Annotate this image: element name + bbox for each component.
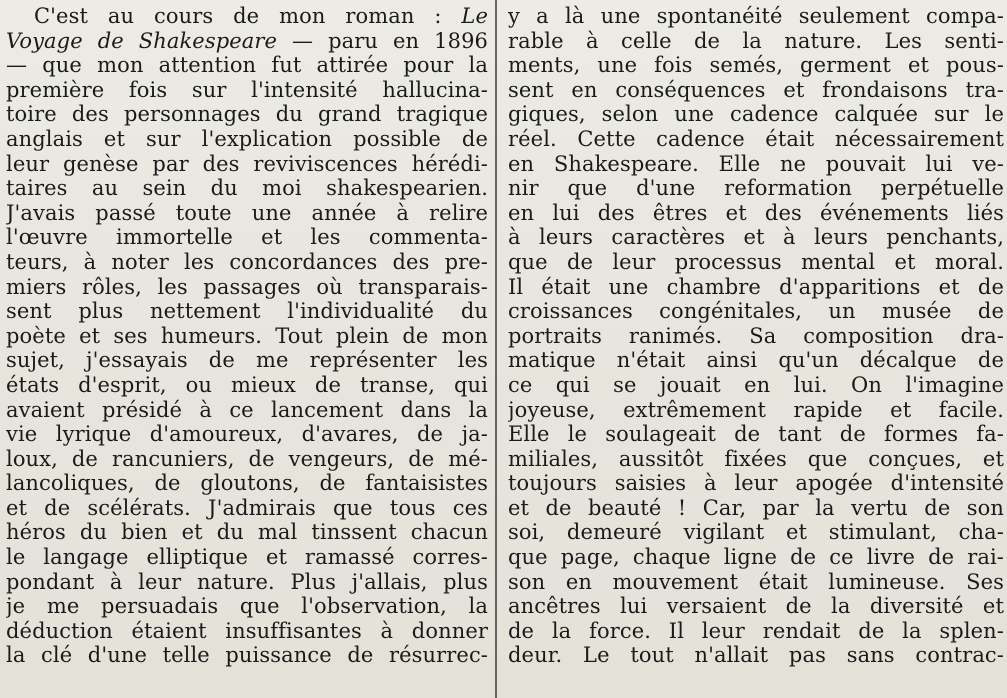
text-line: leur genèse par des reviviscences hérédi- [6,151,488,176]
left-line-2: Voyage de Shakespeare — paru en 1896 [6,28,488,53]
text-line: sujet, j'essayais de me représenter les [6,348,488,373]
text-line: première fois sur l'intensité hallucina- [6,77,488,102]
text-line: nir que d'une reformation perpétuelle [508,176,1004,201]
text-line: rable à celle de la nature. Les senti- [508,28,1004,53]
left-line-1: C'est au cours de mon roman : Le [34,4,488,28]
text-line: pondant à leur nature. Plus j'allais, plus [6,569,488,594]
text-line: soi, demeuré vigilant et stimulant, cha- [508,520,1004,545]
text-line: teurs, à noter les concordances des pre- [6,249,488,274]
text-line: en Shakespeare. Elle ne pouvait lui ve- [508,151,1004,176]
text-line: l'œuvre immortelle et les commenta- [6,225,488,250]
text-line: portraits ranimés. Sa composition dra- [508,323,1004,348]
text-line: le langage elliptique et ramassé corres- [6,545,488,570]
text-line: taires au sein du moi shakespearien. [6,176,488,201]
column-divider [495,0,497,698]
text-line: et de scélérats. J'admirais que tous ces [6,495,488,520]
text-line: sent en conséquences et frondaisons tra- [508,77,1004,102]
text-line: loux, de rancuniers, de vengeurs, de mé- [6,446,488,471]
text-line: giques, selon une cadence calquée sur le [508,102,1004,127]
text-line: toire des personnages du grand tragique [6,102,488,127]
text-line: Elle le soulageait de tant de formes fa- [508,422,1004,447]
text-line: croissances congénitales, un musée de [508,299,1004,324]
text-line: lancoliques, de gloutons, de fantaisistes [6,471,488,496]
text-line: deur. Le tout n'allait pas sans contrac- [508,643,1004,668]
text-line: son en mouvement était lumineuse. Ses [508,569,1004,594]
text-line: déduction étaient insuffisantes à donner [6,618,488,643]
text-line: héros du bien et du mal tinssent chacun [6,520,488,545]
text-line: en lui des êtres et des événements liés [508,200,1004,225]
text-line: sent plus nettement l'individualité du [6,299,488,324]
text-line: ments, une fois semés, germent et pous- [508,53,1004,78]
text-line: toujours saisies à leur apogée d'intensité [508,471,1004,496]
text-line: Il était une chambre d'apparitions et de [508,274,1004,299]
text-line: états d'esprit, ou mieux de transe, qui [6,372,488,397]
text-line: que page, chaque ligne de ce livre de rai- [508,545,1004,570]
text-line: poète et ses humeurs. Tout plein de mon [6,323,488,348]
text-line: J'avais passé toute une année à relire [6,200,488,225]
text-line: ancêtres lui versaient de la diversité et [508,594,1004,619]
text-line: y a là une spontanéité seulement compa- [508,4,1004,28]
text-line: ce qui se jouait en lui. On l'imagine [508,372,1004,397]
right-column [508,4,1004,668]
text-line: de la force. Il leur rendait de la splen- [508,618,1004,643]
text-line: que de leur processus mental et moral. [508,249,1004,274]
text-line: la clé d'une telle puissance de résurrec- [6,643,488,668]
text-line: à leurs caractères et à leurs penchants, [508,225,1004,250]
text-line: et de beauté ! Car, par la vertu de son [508,495,1004,520]
text-line: miers rôles, les passages où transparais- [6,274,488,299]
text-line: — que mon attention fut attirée pour la [6,53,488,78]
text-line: avaient présidé à ce lancement dans la [6,397,488,422]
text-line: réel. Cette cadence était nécessairement [508,126,1004,151]
text-line: miliales, aussitôt fixées que conçues, et [508,446,1004,471]
text-line: vie lyrique d'amoureux, d'avares, de ja- [6,422,488,447]
text-line: joyeuse, extrêmement rapide et facile. [508,397,1004,422]
text-line: matique n'était ainsi qu'un décalque de [508,348,1004,373]
text-line: anglais et sur l'explication possible de [6,126,488,151]
left-column [6,4,488,668]
text-line: je me persuadais que l'observation, la [6,594,488,619]
